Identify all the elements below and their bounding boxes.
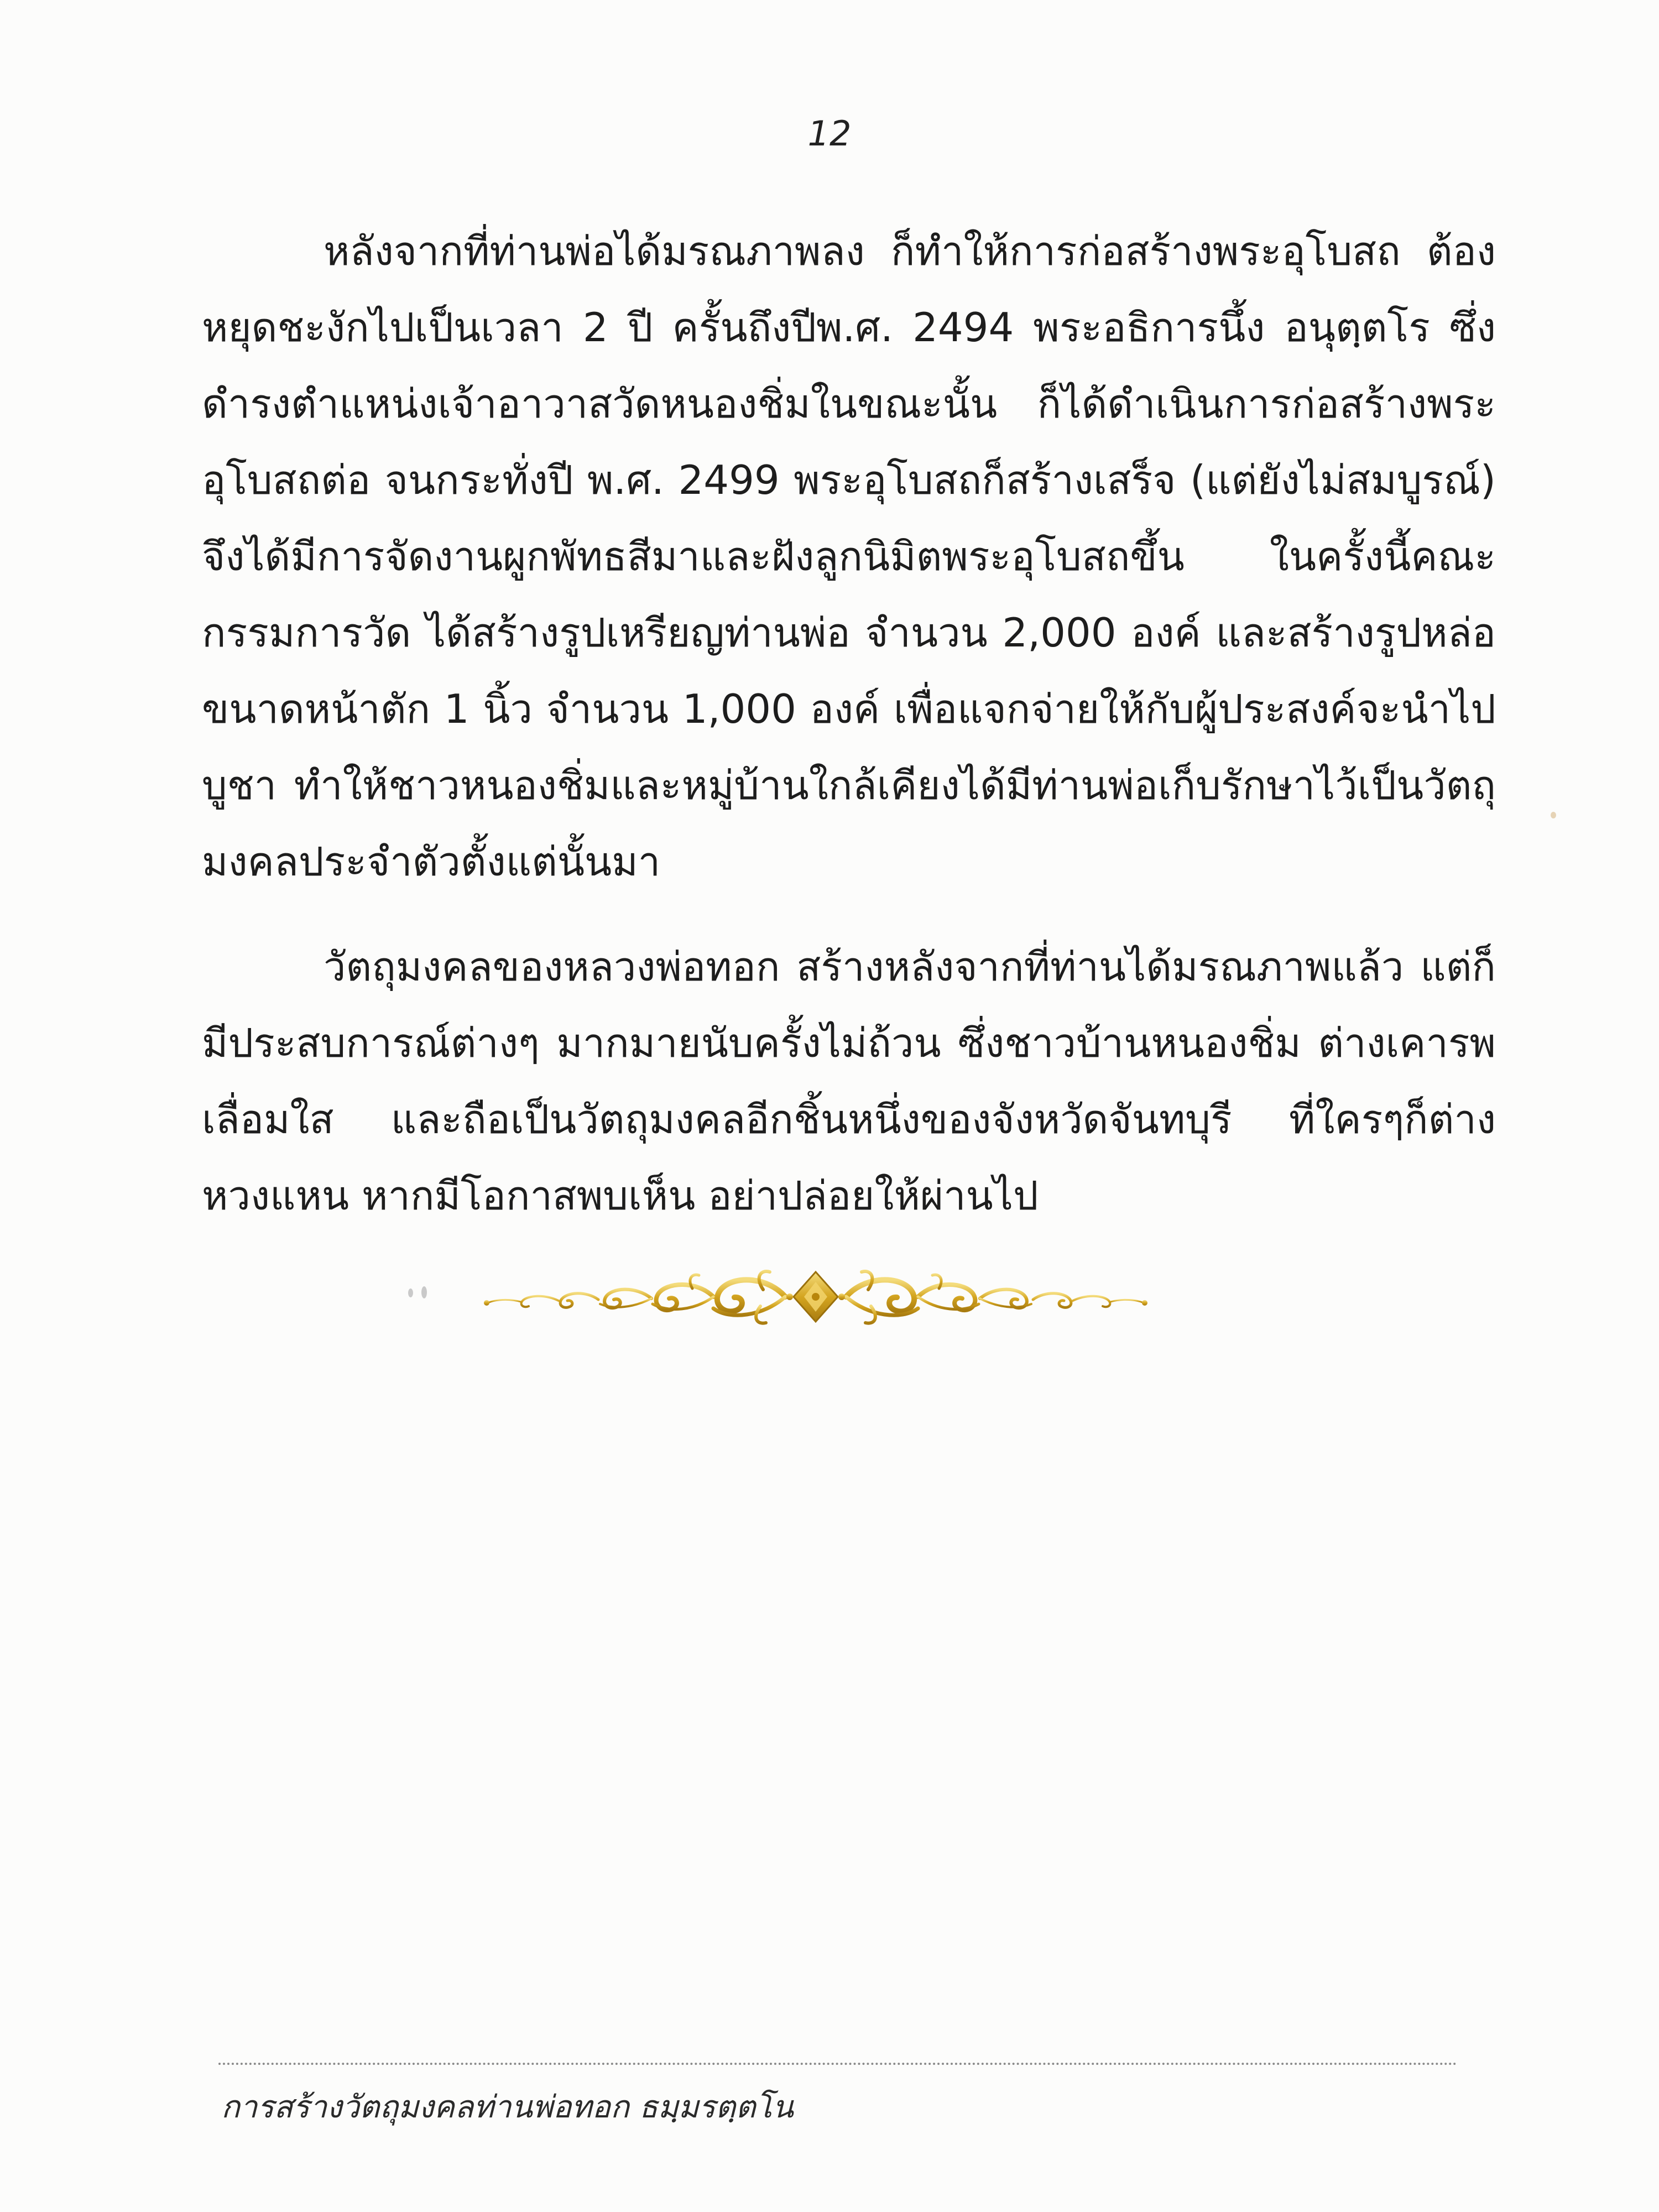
scan-speck (421, 1286, 427, 1298)
paragraph-2: วัตถุมงคลของหลวงพ่อทอก สร้างหลังจากที่ท่านได้มรณภาพแล้ว แต่ก็มีประสบการณ์ต่างๆ มากมายนับครั้งไม่ถ้วน ซึ่งชาวบ้านหนองชิ่ม ต่างเคารพเลื่อมใส และถือเป็นวัตถุมงคลอีกชิ้นหนึ่งของจังหวัดจันทบุรี ที่ใครๆก็ต่างหวงแหน หากมีโอกาสพบเห็น อย่าปล่อยให้ผ่านไป (202, 943, 1496, 1219)
thai-kanok-gold-divider-icon (476, 1255, 1156, 1338)
paragraph-1: หลังจากที่ท่านพ่อได้มรณภาพลง ก็ทำให้การก่อสร้างพระอุโบสถ ต้องหยุดชะงักไปเป็นเวลา 2 ปี ครั้นถึงปีพ.ศ. 2494 พระอธิการนึ้ง อนุตฺตโร ซึ่งดำรงตำแหน่งเจ้าอาวาสวัดหนองชิ่มในขณะนั้น ก็ได้ดำเนินการก่อสร้างพระอุโบสถต่อ จนกระทั่งปี พ.ศ. 2499 พระอุโบสถก็สร้างเสร็จ (แต่ยังไม่สมบูรณ์) จึงได้มีการจัดงานผูกพัทธสีมาและฝังลูกนิมิตพระอุโบสถขึ้น ในครั้งนี้คณะกรรมการวัด ได้สร้างรูปเหรียญท่านพ่อ จำนวน 2,000 องค์ และสร้างรูปหล่อขนาดหน้าตัก 1 นิ้ว จำนวน 1,000 องค์ เพื่อแจกจ่ายให้กับผู้ประสงค์จะนำไปบูชา ทำให้ชาวหนองชิ่มและหมู่บ้านใกล้เคียงได้มีท่านพ่อเก็บรักษาไว้เป็นวัตถุมงคลประจำตัวตั้งแต่นั้นมา (202, 228, 1496, 885)
footer-divider (218, 2063, 1457, 2065)
body-text (202, 213, 1496, 1234)
scan-speck (1551, 812, 1556, 818)
scan-speck (408, 1288, 413, 1297)
footer-title: การสร้างวัตถุมงคลท่านพ่อทอก ธมฺมรตฺตโน (221, 2089, 794, 2125)
page-number: 12 (807, 113, 852, 154)
